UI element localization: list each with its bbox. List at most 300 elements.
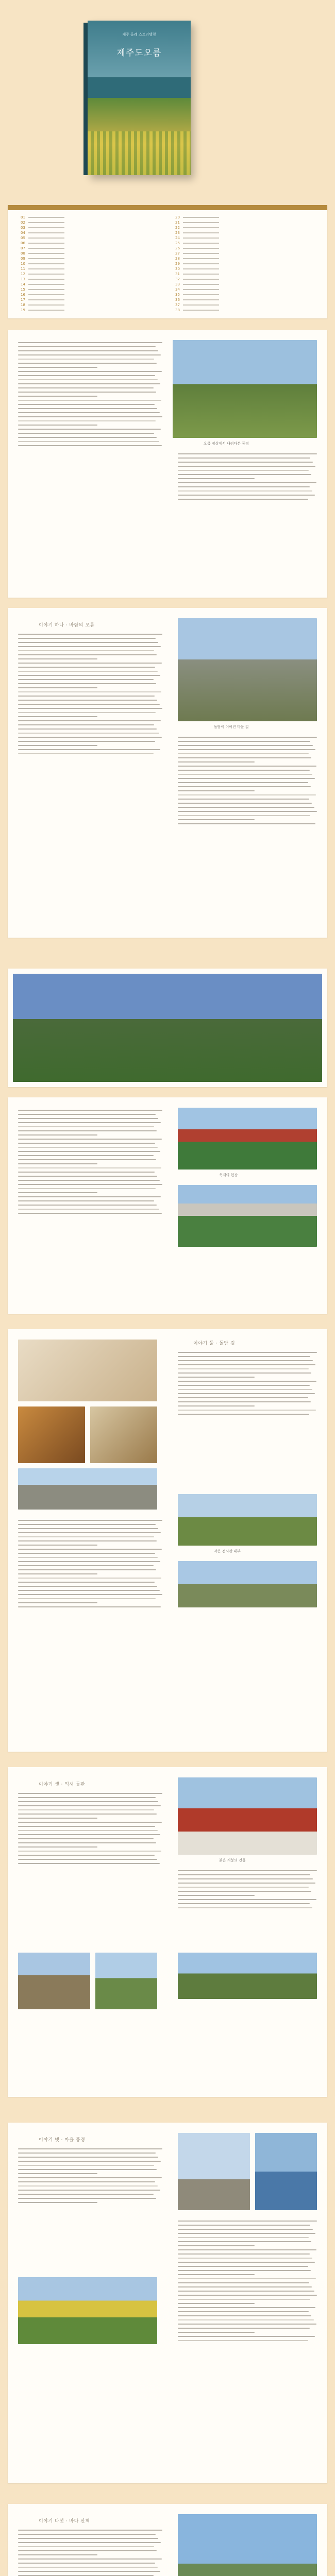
- text-line: [18, 1549, 162, 1550]
- toc-number: 03: [21, 226, 25, 230]
- text-line: [18, 1545, 97, 1546]
- text-line: [18, 1192, 97, 1193]
- text-line: [18, 646, 161, 647]
- text-line: [18, 2550, 157, 2551]
- toc-title-line: [183, 217, 219, 218]
- text-line: [18, 1814, 157, 1815]
- text-line: [18, 1846, 97, 1848]
- text-line: [178, 819, 255, 820]
- text-line: [178, 778, 315, 779]
- toc-entry[interactable]: [21, 267, 64, 272]
- text-line: [178, 2253, 310, 2255]
- text-line: [178, 2324, 316, 2325]
- text-line: [18, 658, 97, 659]
- text-line: [178, 2270, 311, 2271]
- toc-number: 01: [21, 215, 25, 219]
- text-line: [178, 782, 308, 783]
- text-line: [18, 2571, 160, 2572]
- toc-entry[interactable]: [175, 236, 219, 241]
- text-line: [18, 1209, 159, 1210]
- text-line: [18, 1180, 160, 1181]
- text-line: [178, 2233, 315, 2234]
- text-line: [178, 1874, 310, 1875]
- toc-number: 13: [21, 277, 25, 281]
- toc-entry[interactable]: [21, 277, 64, 282]
- text-line: [18, 650, 154, 651]
- toc-entry[interactable]: [175, 221, 219, 226]
- text-line: [178, 2245, 255, 2246]
- text-line: [18, 1205, 157, 1206]
- text-line: [18, 2530, 162, 2531]
- text-line: [18, 1822, 162, 1823]
- text-line: [18, 1147, 158, 1148]
- text-line: [18, 1606, 161, 1607]
- toc-entry[interactable]: [175, 231, 219, 236]
- toc-entry[interactable]: [175, 262, 219, 267]
- toc-entry[interactable]: [21, 231, 64, 236]
- text-line: [178, 1410, 316, 1411]
- toc-entry[interactable]: [21, 287, 64, 293]
- text-line: [178, 2295, 317, 2296]
- text-line: [178, 2229, 313, 2230]
- text-line: [18, 441, 159, 442]
- text-line: [18, 1834, 160, 1835]
- text-line: [18, 387, 154, 388]
- text-line: [18, 708, 162, 709]
- toc-title-line: [183, 263, 219, 264]
- toc-title-line: [28, 268, 64, 269]
- text-line: [18, 1578, 161, 1579]
- photo-village-1: [18, 1953, 90, 2009]
- text-line: [178, 1895, 255, 1896]
- text-line: [178, 803, 312, 804]
- content-page-2: [8, 608, 327, 938]
- text-line: [18, 2153, 156, 2154]
- text-line: [18, 1540, 157, 1541]
- text-line: [178, 1883, 315, 1884]
- text-line: [18, 420, 156, 421]
- text-line: [18, 691, 161, 692]
- text-line: [18, 1573, 97, 1574]
- text-line: [178, 2225, 310, 2226]
- text-line: [18, 1172, 155, 1173]
- toc-number: 22: [175, 226, 180, 230]
- toc-number: 26: [175, 246, 180, 250]
- text-line: [18, 741, 155, 742]
- text-line: [178, 470, 309, 471]
- text-line: [18, 1122, 161, 1123]
- text-line: [18, 1855, 155, 1856]
- text-line: [18, 1143, 155, 1144]
- toc-number: 02: [21, 221, 25, 225]
- toc-number: 09: [21, 257, 25, 261]
- section-title: 이야기 다섯 · 바다 산책: [39, 2519, 90, 2524]
- toc-title-line: [183, 304, 219, 306]
- text-line: [18, 2194, 154, 2195]
- text-line: [178, 749, 315, 750]
- text-line: [18, 728, 157, 730]
- toc-title-line: [183, 299, 219, 300]
- text-line: [178, 1356, 310, 1357]
- toc-title-line: [28, 227, 64, 228]
- text-line: [18, 1586, 157, 1587]
- toc-entry[interactable]: [175, 287, 219, 293]
- toc-number: 23: [175, 231, 180, 235]
- toc-number: 08: [21, 251, 25, 256]
- toc-title-line: [183, 243, 219, 244]
- section-title: 이야기 셋 · 억새 들판: [39, 1782, 86, 1787]
- section-title: 이야기 하나 · 바람의 오름: [39, 623, 95, 628]
- book-spine: [83, 23, 88, 175]
- toc-entry[interactable]: [21, 293, 64, 298]
- text-line: [178, 1377, 255, 1378]
- text-line: [18, 429, 161, 430]
- text-line: [18, 346, 156, 347]
- photo-caption: 작은 전시관 내부: [214, 1549, 241, 1553]
- text-line: [178, 499, 308, 500]
- text-line: [18, 2148, 162, 2149]
- photo-exhibit-4: [18, 1468, 157, 1510]
- toc-number: 15: [21, 287, 25, 292]
- text-line: [18, 1842, 156, 1843]
- text-line: [18, 642, 158, 643]
- toc-entry[interactable]: [175, 293, 219, 298]
- text-line: [178, 2278, 316, 2279]
- text-line: [18, 675, 160, 676]
- text-line: [18, 1167, 161, 1168]
- toc-entry[interactable]: [175, 226, 219, 231]
- text-line: [178, 1887, 309, 1888]
- toc-title-line: [183, 279, 219, 280]
- text-line: [18, 1151, 160, 1152]
- text-line: [18, 1598, 156, 1599]
- text-line: [18, 654, 157, 655]
- text-line: [18, 1830, 158, 1831]
- toc-title-line: [28, 310, 64, 311]
- text-line: [178, 1389, 312, 1390]
- toc-entry[interactable]: [175, 257, 219, 262]
- toc-number: 31: [175, 272, 180, 276]
- text-line: [178, 466, 315, 467]
- toc-number: 36: [175, 298, 180, 302]
- text-line: [18, 1797, 156, 1798]
- text-line: [178, 2315, 311, 2316]
- text-line: [178, 799, 309, 800]
- text-line: [178, 1891, 311, 1892]
- text-line: [178, 495, 315, 496]
- text-line: [178, 2307, 315, 2308]
- toc-title-line: [183, 238, 219, 239]
- toc-title-line: [28, 248, 64, 249]
- text-line: [178, 453, 317, 454]
- text-line: [18, 2542, 161, 2543]
- text-line: [18, 1196, 161, 1197]
- text-line: [178, 1907, 312, 1908]
- photo-building: [178, 1561, 317, 1607]
- toc-title-line: [28, 232, 64, 233]
- text-line: [178, 2319, 314, 2320]
- cover-title: 제주도오름: [116, 48, 162, 58]
- text-line: [18, 667, 155, 668]
- text-line: [18, 720, 161, 721]
- toc-number: 17: [21, 298, 25, 302]
- book-cover: [88, 21, 191, 175]
- text-line: [18, 634, 162, 635]
- content-page-7: [8, 2504, 327, 2576]
- toc-entry[interactable]: [21, 262, 64, 267]
- text-line: [18, 733, 159, 734]
- content-page-3: [8, 1097, 327, 1314]
- text-line: [178, 1414, 309, 1415]
- photo-landscape: [173, 340, 317, 438]
- text-line: [18, 2534, 156, 2535]
- text-line: [18, 679, 154, 680]
- toc-entry[interactable]: [21, 251, 64, 257]
- text-line: [178, 2332, 255, 2333]
- toc-number: 30: [175, 267, 180, 271]
- photo-exhibit-3: [90, 1406, 157, 1463]
- text-line: [178, 1352, 317, 1353]
- toc-number: 24: [175, 236, 180, 240]
- text-line: [18, 2567, 158, 2568]
- text-line: [18, 2181, 155, 2182]
- text-line: [18, 1793, 162, 1794]
- content-page-4: [8, 1329, 327, 1752]
- photo-coast: [255, 2133, 317, 2210]
- text-line: [178, 2286, 312, 2287]
- text-line: [18, 663, 162, 664]
- text-line: [18, 2546, 154, 2547]
- text-line: [18, 1818, 97, 1819]
- text-line: [178, 761, 255, 762]
- toc-entry[interactable]: [175, 308, 219, 313]
- text-line: [178, 2282, 309, 2283]
- text-line: [18, 359, 154, 360]
- text-line: [178, 2299, 310, 2300]
- toc-band: [8, 205, 327, 210]
- text-line: [178, 737, 317, 738]
- toc-number: 10: [21, 262, 25, 266]
- text-line: [18, 1851, 161, 1852]
- toc-entry[interactable]: [21, 215, 64, 221]
- toc-title-line: [183, 268, 219, 269]
- text-line: [178, 2340, 308, 2341]
- toc-title-line: [183, 232, 219, 233]
- text-line: [178, 1368, 309, 1369]
- text-line: [18, 1863, 160, 1864]
- text-line: [178, 2241, 311, 2242]
- toc-entry[interactable]: [175, 298, 219, 303]
- toc-entry[interactable]: [175, 272, 219, 277]
- toc-title-line: [183, 253, 219, 254]
- toc-entry[interactable]: [175, 251, 219, 257]
- photo-caption: 오름 정상에서 내려다본 풍경: [204, 442, 249, 446]
- toc-number: 32: [175, 277, 180, 281]
- text-line: [178, 1870, 317, 1871]
- text-line: [18, 1602, 97, 1603]
- text-line: [178, 2274, 255, 2275]
- toc-entry[interactable]: [21, 236, 64, 241]
- text-line: [18, 704, 160, 705]
- photo-hilltop: [178, 1494, 317, 1546]
- text-line: [18, 1155, 154, 1156]
- text-line: [18, 1565, 154, 1566]
- text-line: [18, 1590, 160, 1591]
- text-line: [18, 1520, 162, 1521]
- text-line: [178, 2258, 312, 2259]
- text-line: [18, 437, 157, 438]
- text-line: [18, 1805, 161, 1806]
- text-line: [18, 638, 156, 639]
- text-line: [178, 794, 316, 795]
- photo-caption: 붉은 지붕의 건물: [219, 1858, 246, 1862]
- text-line: [18, 2198, 156, 2199]
- text-line: [178, 1903, 310, 1904]
- toc-number: 25: [175, 241, 180, 245]
- toc-number: 19: [21, 308, 25, 312]
- toc-number: 35: [175, 293, 180, 297]
- toc-title-line: [28, 253, 64, 254]
- toc-entry[interactable]: [21, 272, 64, 277]
- text-line: [18, 392, 156, 393]
- text-line: [18, 354, 161, 355]
- toc-title-line: [28, 304, 64, 306]
- text-line: [18, 700, 157, 701]
- photo-exhibit-2: [18, 1406, 85, 1463]
- toc-entry[interactable]: [21, 241, 64, 246]
- toc-number: 14: [21, 282, 25, 286]
- text-line: [178, 490, 312, 492]
- toc-title-line: [183, 294, 219, 295]
- photo-stonewall: [178, 618, 317, 721]
- toc-entry[interactable]: [175, 267, 219, 272]
- text-line: [18, 1553, 155, 1554]
- text-line: [178, 2249, 316, 2250]
- text-line: [178, 1401, 311, 1402]
- toc-title-line: [28, 222, 64, 223]
- toc-title-line: [183, 248, 219, 249]
- text-line: [18, 671, 158, 672]
- text-line: [178, 823, 315, 824]
- text-line: [18, 696, 155, 697]
- text-line: [178, 741, 310, 742]
- text-line: [178, 1372, 311, 1374]
- text-line: [178, 2262, 315, 2263]
- text-line: [178, 2291, 314, 2292]
- text-line: [18, 2202, 97, 2203]
- text-line: [18, 687, 97, 688]
- text-line: [18, 749, 160, 750]
- toc-number: 11: [21, 267, 25, 271]
- toc-entry[interactable]: [175, 246, 219, 251]
- text-line: [178, 1385, 310, 1386]
- content-page-6: [8, 2123, 327, 2483]
- text-line: [18, 1176, 157, 1177]
- toc-entry[interactable]: [21, 298, 64, 303]
- text-line: [178, 786, 311, 787]
- toc-number: 28: [175, 257, 180, 261]
- text-line: [178, 770, 310, 771]
- text-line: [18, 1536, 154, 1537]
- text-line: [18, 445, 162, 446]
- toc-entry[interactable]: [21, 246, 64, 251]
- content-page-5: [8, 1767, 327, 2097]
- text-line: [18, 367, 97, 368]
- text-line: [178, 1899, 316, 1900]
- photo-statue: [178, 2133, 250, 2210]
- photo-spread-1: [8, 969, 327, 1087]
- toc-number: 18: [21, 303, 25, 307]
- text-line: [18, 383, 160, 384]
- toc-entry[interactable]: [175, 277, 219, 282]
- text-line: [18, 1826, 155, 1827]
- text-line: [18, 1582, 155, 1583]
- text-line: [18, 371, 162, 372]
- toc-number: 33: [175, 282, 180, 286]
- text-line: [178, 1878, 313, 1879]
- toc-title-line: [183, 284, 219, 285]
- text-line: [18, 753, 154, 754]
- toc-title-line: [28, 294, 64, 295]
- toc-title-line: [28, 238, 64, 239]
- toc-title-line: [28, 274, 64, 275]
- text-line: [178, 1405, 255, 1406]
- text-line: [178, 2221, 317, 2222]
- text-line: [18, 342, 162, 343]
- toc-entry[interactable]: [21, 303, 64, 308]
- toc-number: 20: [175, 215, 180, 219]
- text-line: [18, 737, 162, 738]
- cover-area: [0, 0, 335, 196]
- toc-number: 34: [175, 287, 180, 292]
- toc-entry[interactable]: [21, 221, 64, 226]
- toc-entry[interactable]: [21, 226, 64, 231]
- text-line: [18, 1114, 156, 1115]
- toc-number: 38: [175, 308, 180, 312]
- text-line: [18, 416, 162, 417]
- text-line: [18, 1213, 162, 1214]
- text-line: [178, 478, 255, 479]
- text-line: [18, 1569, 156, 1570]
- toc-entry[interactable]: [175, 303, 219, 308]
- toc-entry[interactable]: [175, 282, 219, 287]
- content-page-1: [8, 330, 327, 598]
- text-line: [178, 2303, 255, 2304]
- toc-title-line: [183, 258, 219, 259]
- toc-entry[interactable]: [175, 215, 219, 221]
- text-line: [178, 774, 312, 775]
- photo-village-2: [95, 1953, 157, 2009]
- text-line: [18, 1200, 154, 1201]
- toc-entry[interactable]: [21, 282, 64, 287]
- text-line: [178, 486, 310, 487]
- text-line: [18, 1524, 156, 1525]
- toc-entry[interactable]: [175, 241, 219, 246]
- toc-entry[interactable]: [21, 257, 64, 262]
- text-line: [18, 1801, 158, 1802]
- toc-title-line: [183, 222, 219, 223]
- text-line: [18, 1528, 158, 1529]
- text-line: [18, 1561, 160, 1562]
- text-line: [18, 2558, 162, 2560]
- text-line: [18, 2185, 158, 2187]
- text-line: [18, 2190, 160, 2191]
- text-line: [178, 745, 313, 746]
- text-line: [178, 2328, 310, 2329]
- text-line: [18, 1859, 157, 1860]
- toc-title-line: [28, 263, 64, 264]
- toc-entry[interactable]: [21, 308, 64, 313]
